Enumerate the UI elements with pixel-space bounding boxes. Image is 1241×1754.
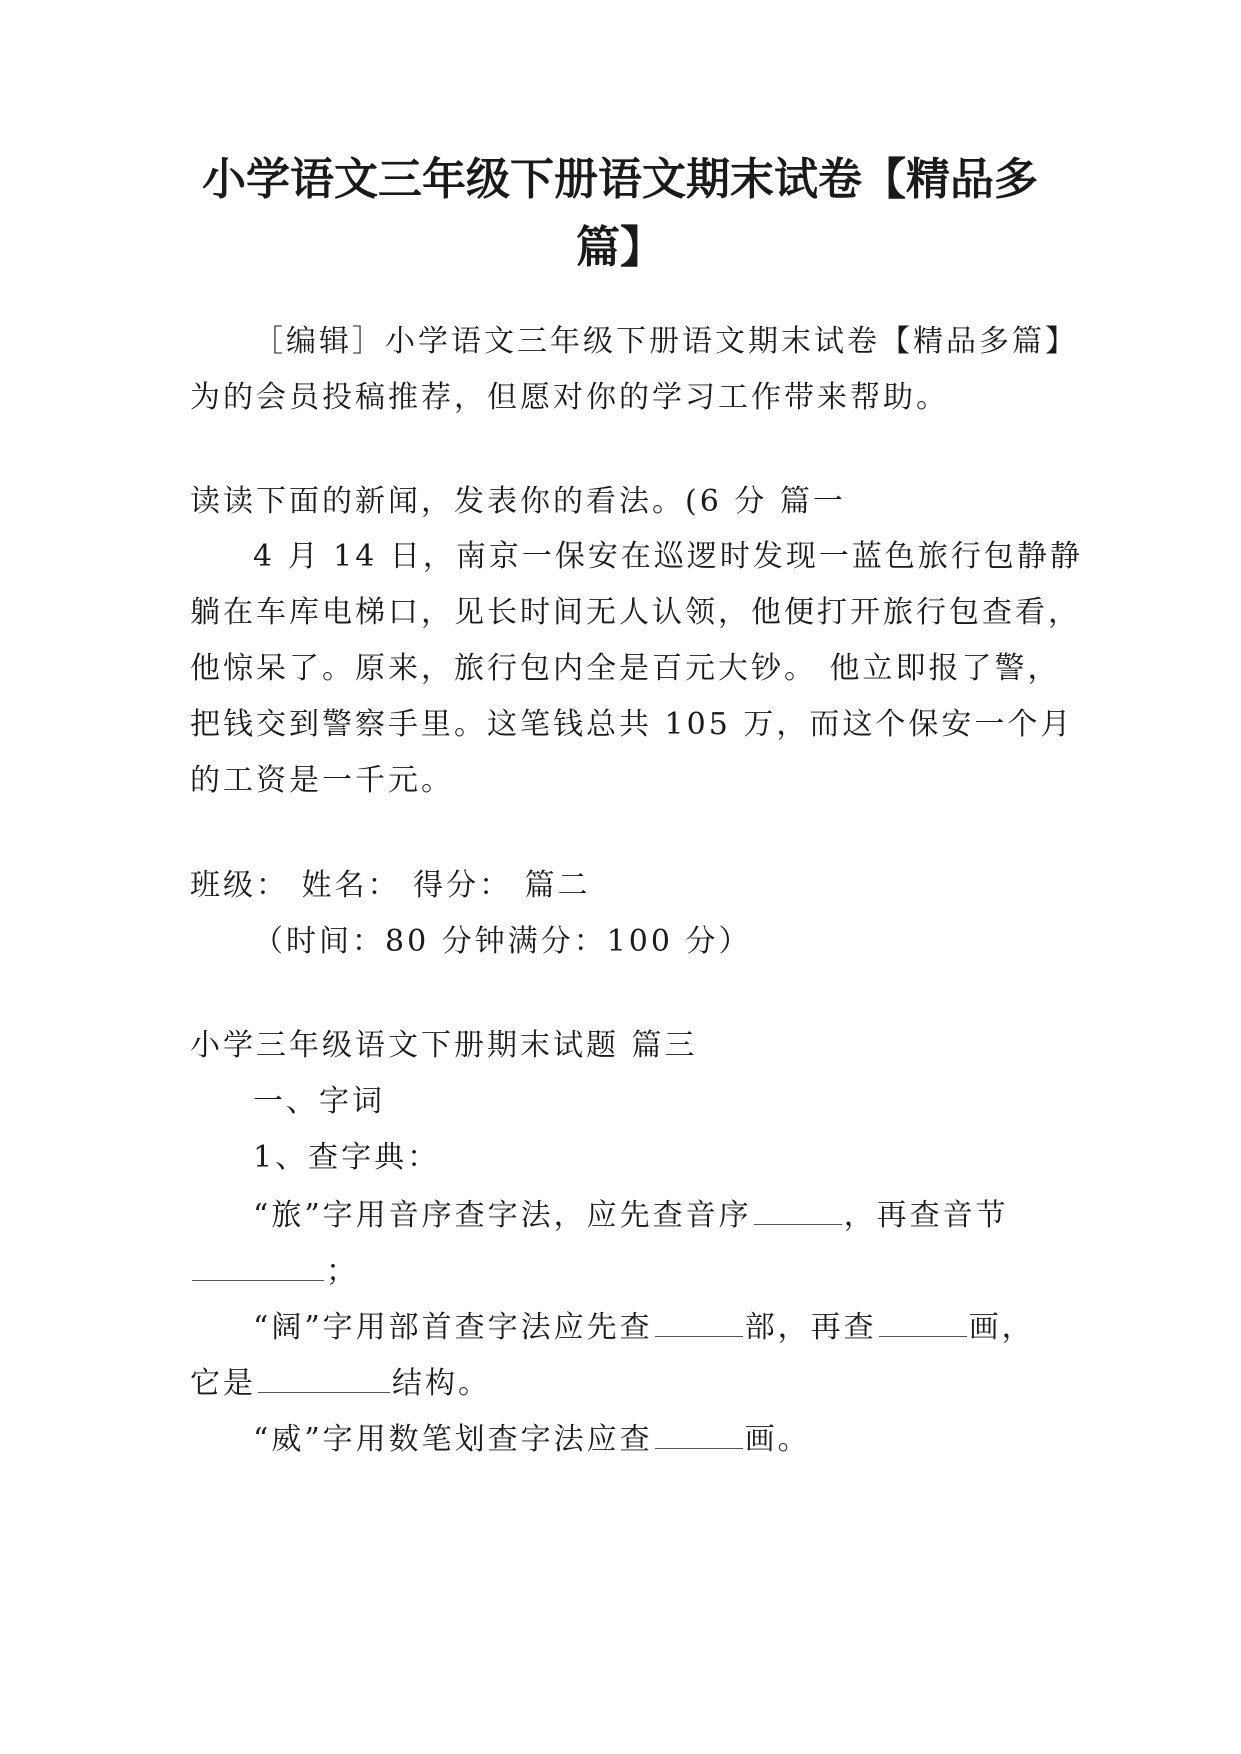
question-wei-line [253,1418,811,1460]
answer-blank[interactable] [258,1362,390,1393]
answer-blank[interactable] [754,1194,842,1225]
section-heading: 一、字词 [253,1084,385,1119]
news-line-1: 4 月 14 日，南京一保安在巡逻时发现一蓝色旅行包静静 [253,539,1083,574]
exam-time-info: （时间：80 分钟满分：100 分） [253,924,752,959]
document-title-continued: 篇】 [576,222,664,273]
question-wei-text: 画。 [744,1422,811,1457]
question-1: 1、查字典： [253,1140,441,1175]
part3-heading: 小学三年级语文下册期末试题 篇三 [190,1028,698,1063]
answer-blank[interactable] [655,1306,743,1337]
intro-line-1: ［编辑］小学语文三年级下册语文期末试卷【精品多篇】 [253,324,1078,359]
part1-heading: 读读下面的新闻，发表你的看法。(6 分 篇一 [190,484,846,519]
question-kuo-text: “阔”字用部首查字法应先查 [253,1310,653,1345]
question-lv-line-2 [190,1250,359,1292]
question-kuo-line-2 [190,1362,491,1404]
news-line-3: 他惊呆了。原来，旅行包内全是百元大钞。 他立即报了警， [190,651,1061,686]
answer-blank[interactable] [192,1250,324,1281]
question-lv-text: ； [326,1254,359,1289]
document-title: 小学语文三年级下册语文期末试卷【精品多 [202,154,1038,205]
news-line-4: 把钱交到警察手里。这笔钱总共 105 万，而这个保安一个月 [190,707,1074,742]
question-lv-line [253,1194,1009,1236]
news-line-2: 躺在车库电梯口，见长时间无人认领，他便打开旅行包查看， [190,595,1081,630]
intro-line-2: 为的会员投稿推荐，但愿对你的学习工作带来帮助。 [190,380,949,415]
answer-blank[interactable] [655,1418,743,1449]
news-line-5: 的工资是一千元。 [190,763,454,798]
question-kuo-text: 部，再查 [744,1310,877,1345]
question-wei-text: “威”字用数笔划查字法应查 [253,1422,653,1457]
question-kuo-text: 结构。 [392,1366,491,1401]
question-lv-text: ，再查音节 [843,1198,1009,1233]
question-lv-text: “旅”字用音序查字法，应先查音序 [253,1198,752,1233]
question-kuo-line [253,1306,1035,1348]
part2-heading: 班级： 姓名： 得分： 篇二 [190,868,591,903]
answer-blank[interactable] [879,1306,967,1337]
question-kuo-text: 它是 [190,1366,256,1401]
question-kuo-text: 画， [968,1310,1035,1345]
